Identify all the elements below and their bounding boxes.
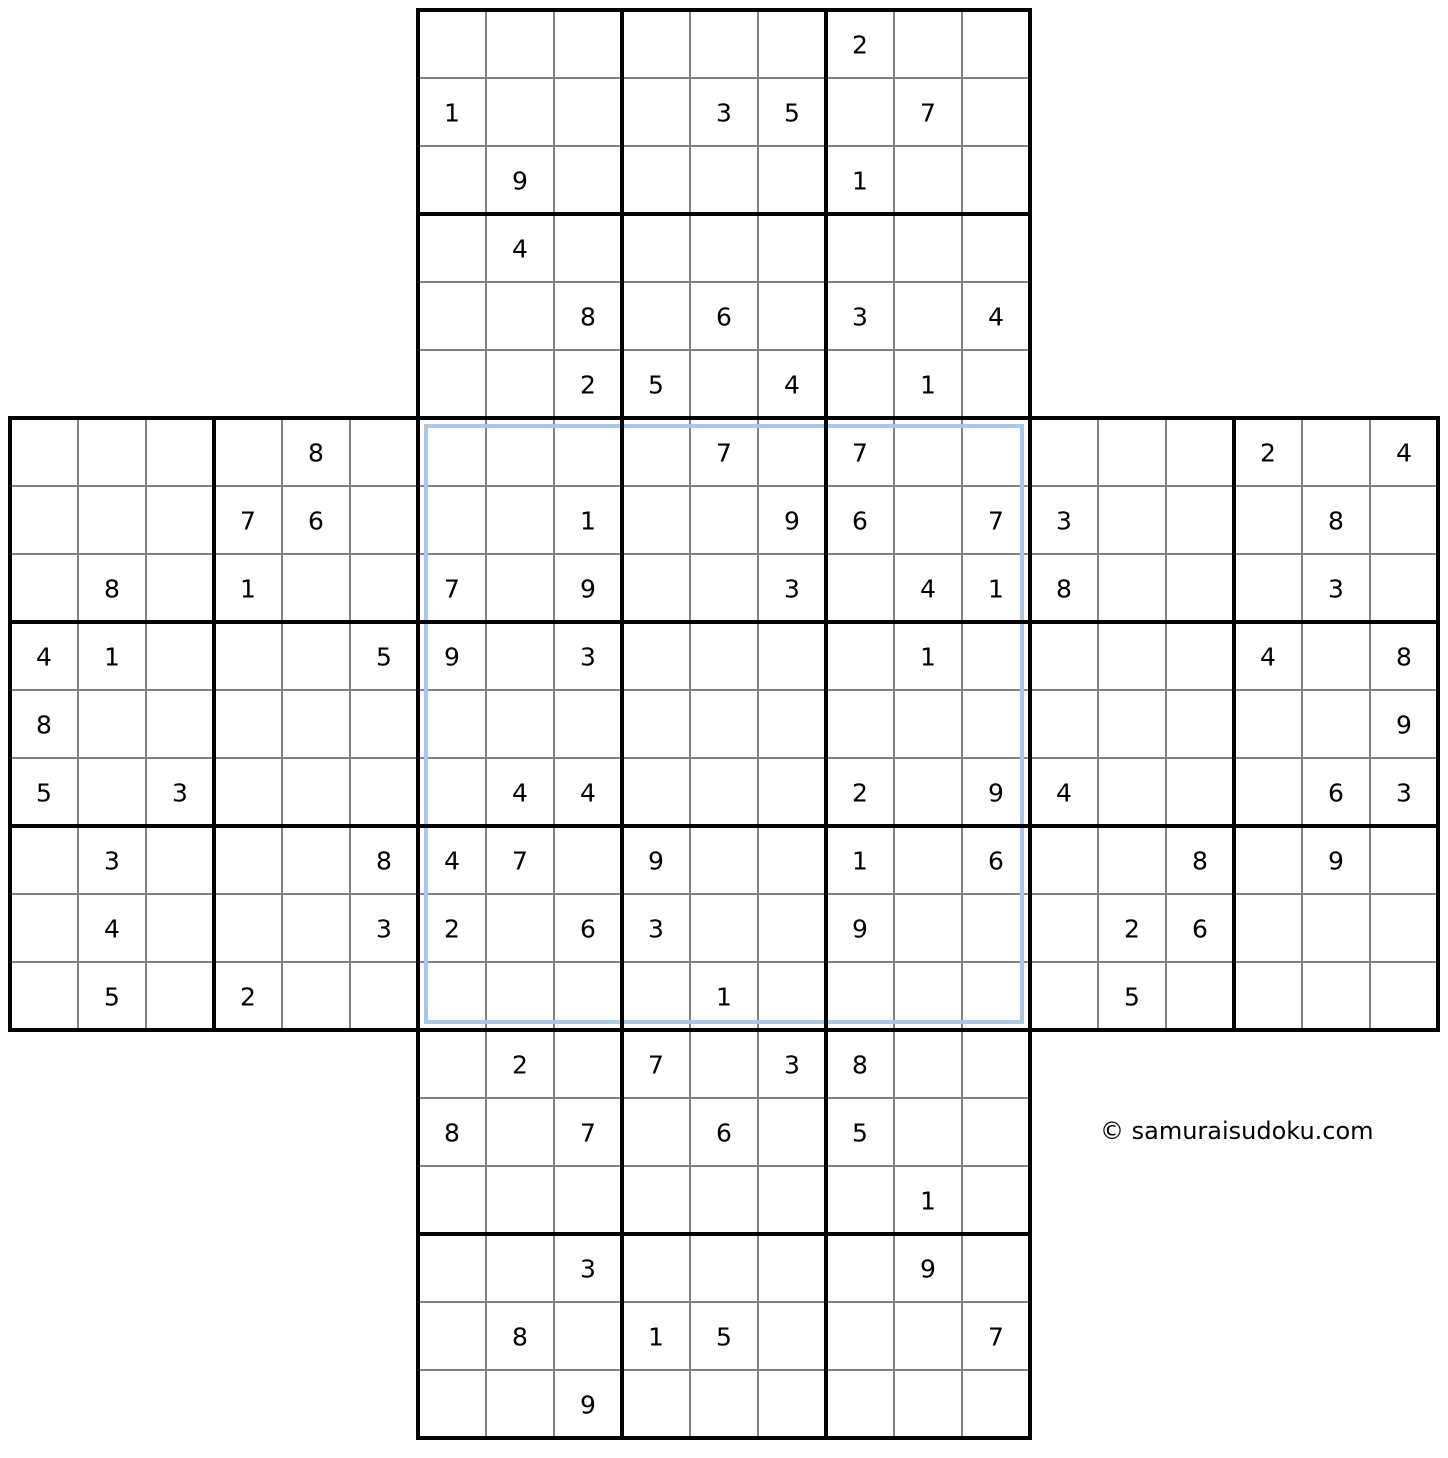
given-digit: 4 (1260, 642, 1276, 672)
given-digit: 5 (852, 1118, 868, 1148)
given-digit: 4 (580, 778, 596, 808)
given-digit: 9 (512, 166, 528, 196)
given-digit: 8 (1396, 642, 1412, 672)
given-digit: 3 (784, 574, 800, 604)
given-digit: 2 (1260, 438, 1276, 468)
given-digit: 2 (852, 30, 868, 60)
given-digit: 8 (444, 1118, 460, 1148)
given-digit: 9 (852, 914, 868, 944)
given-digit: 6 (716, 1118, 732, 1148)
given-digit: 1 (920, 1186, 936, 1216)
given-digit: 6 (308, 506, 324, 536)
given-digit: 2 (852, 778, 868, 808)
given-digit: 5 (376, 642, 392, 672)
given-digit: 3 (1056, 506, 1072, 536)
given-digit: 5 (648, 370, 664, 400)
given-digit: 4 (1396, 438, 1412, 468)
given-digit: 3 (1396, 778, 1412, 808)
given-digit: 7 (512, 846, 528, 876)
given-digit: 4 (784, 370, 800, 400)
given-digit: 1 (104, 642, 120, 672)
given-digit: 4 (36, 642, 52, 672)
given-digit: 1 (920, 642, 936, 672)
cells (36, 31, 1412, 1420)
given-digit: 8 (1056, 574, 1072, 604)
given-digit: 5 (104, 982, 120, 1012)
given-digit: 7 (240, 506, 256, 536)
given-digit: 9 (920, 1254, 936, 1284)
given-digit: 4 (512, 778, 528, 808)
given-digit: 7 (716, 438, 732, 468)
given-digit: 3 (104, 846, 120, 876)
given-digit: 4 (444, 846, 460, 876)
given-digit: 3 (784, 1050, 800, 1080)
given-digit: 7 (444, 574, 460, 604)
given-digit: 6 (1192, 914, 1208, 944)
given-digit: 7 (988, 506, 1004, 536)
given-digit: 3 (1328, 574, 1344, 604)
given-digit: 2 (580, 370, 596, 400)
given-digit: 3 (172, 778, 188, 808)
given-digit: 1 (444, 98, 460, 128)
given-digit: 9 (1396, 710, 1412, 740)
given-digit: 6 (580, 914, 596, 944)
given-digit: 6 (852, 506, 868, 536)
given-digit: 8 (852, 1050, 868, 1080)
given-digit: 9 (648, 846, 664, 876)
given-digit: 5 (716, 1322, 732, 1352)
given-digit: 7 (852, 438, 868, 468)
given-digit: 1 (852, 166, 868, 196)
given-digit: 1 (240, 574, 256, 604)
given-digit: 3 (852, 302, 868, 332)
given-digit: 8 (104, 574, 120, 604)
given-digit: 6 (988, 846, 1004, 876)
given-digit: 3 (376, 914, 392, 944)
given-digit: 7 (648, 1050, 664, 1080)
given-digit: 2 (1124, 914, 1140, 944)
given-digit: 7 (988, 1322, 1004, 1352)
given-digit: 1 (580, 506, 596, 536)
given-digit: 1 (716, 982, 732, 1012)
given-digit: 3 (580, 1254, 596, 1284)
given-digit: 9 (988, 778, 1004, 808)
given-digit: 8 (1192, 846, 1208, 876)
copyright-notice: © samuraisudoku.com (1100, 1117, 1374, 1145)
given-digit: 9 (784, 506, 800, 536)
given-digit: 5 (36, 778, 52, 808)
given-digit: 2 (512, 1050, 528, 1080)
box-border-lines (10, 10, 1438, 1438)
given-digit: 9 (580, 574, 596, 604)
given-digit: 9 (580, 1390, 596, 1420)
given-digit: 4 (104, 914, 120, 944)
given-digit: 1 (648, 1322, 664, 1352)
given-digit: 1 (988, 574, 1004, 604)
given-digit: 7 (920, 98, 936, 128)
center-grid-highlight (426, 426, 1022, 1022)
given-digit: 8 (512, 1322, 528, 1352)
given-digit: 4 (920, 574, 936, 604)
given-digit: 8 (1328, 506, 1344, 536)
given-digit: 3 (716, 98, 732, 128)
given-digit: 8 (308, 438, 324, 468)
given-digit: 7 (580, 1118, 596, 1148)
given-digit: 9 (1328, 846, 1344, 876)
given-digit: 6 (1328, 778, 1344, 808)
given-digit: 8 (376, 846, 392, 876)
given-digit: 5 (1124, 982, 1140, 1012)
given-digit: 8 (580, 302, 596, 332)
cell-grid-lines (10, 10, 1438, 1438)
given-digit: 5 (784, 98, 800, 128)
given-digit: 3 (648, 914, 664, 944)
given-digit: 4 (1056, 778, 1072, 808)
given-digit: 1 (852, 846, 868, 876)
given-digit: 9 (444, 642, 460, 672)
given-digit: 2 (444, 914, 460, 944)
given-digit: 3 (580, 642, 596, 672)
given-digit: 4 (512, 234, 528, 264)
given-digit: 1 (920, 370, 936, 400)
given-digit: 2 (240, 982, 256, 1012)
given-digit: 8 (36, 710, 52, 740)
given-digit: 4 (988, 302, 1004, 332)
given-digit: 6 (716, 302, 732, 332)
